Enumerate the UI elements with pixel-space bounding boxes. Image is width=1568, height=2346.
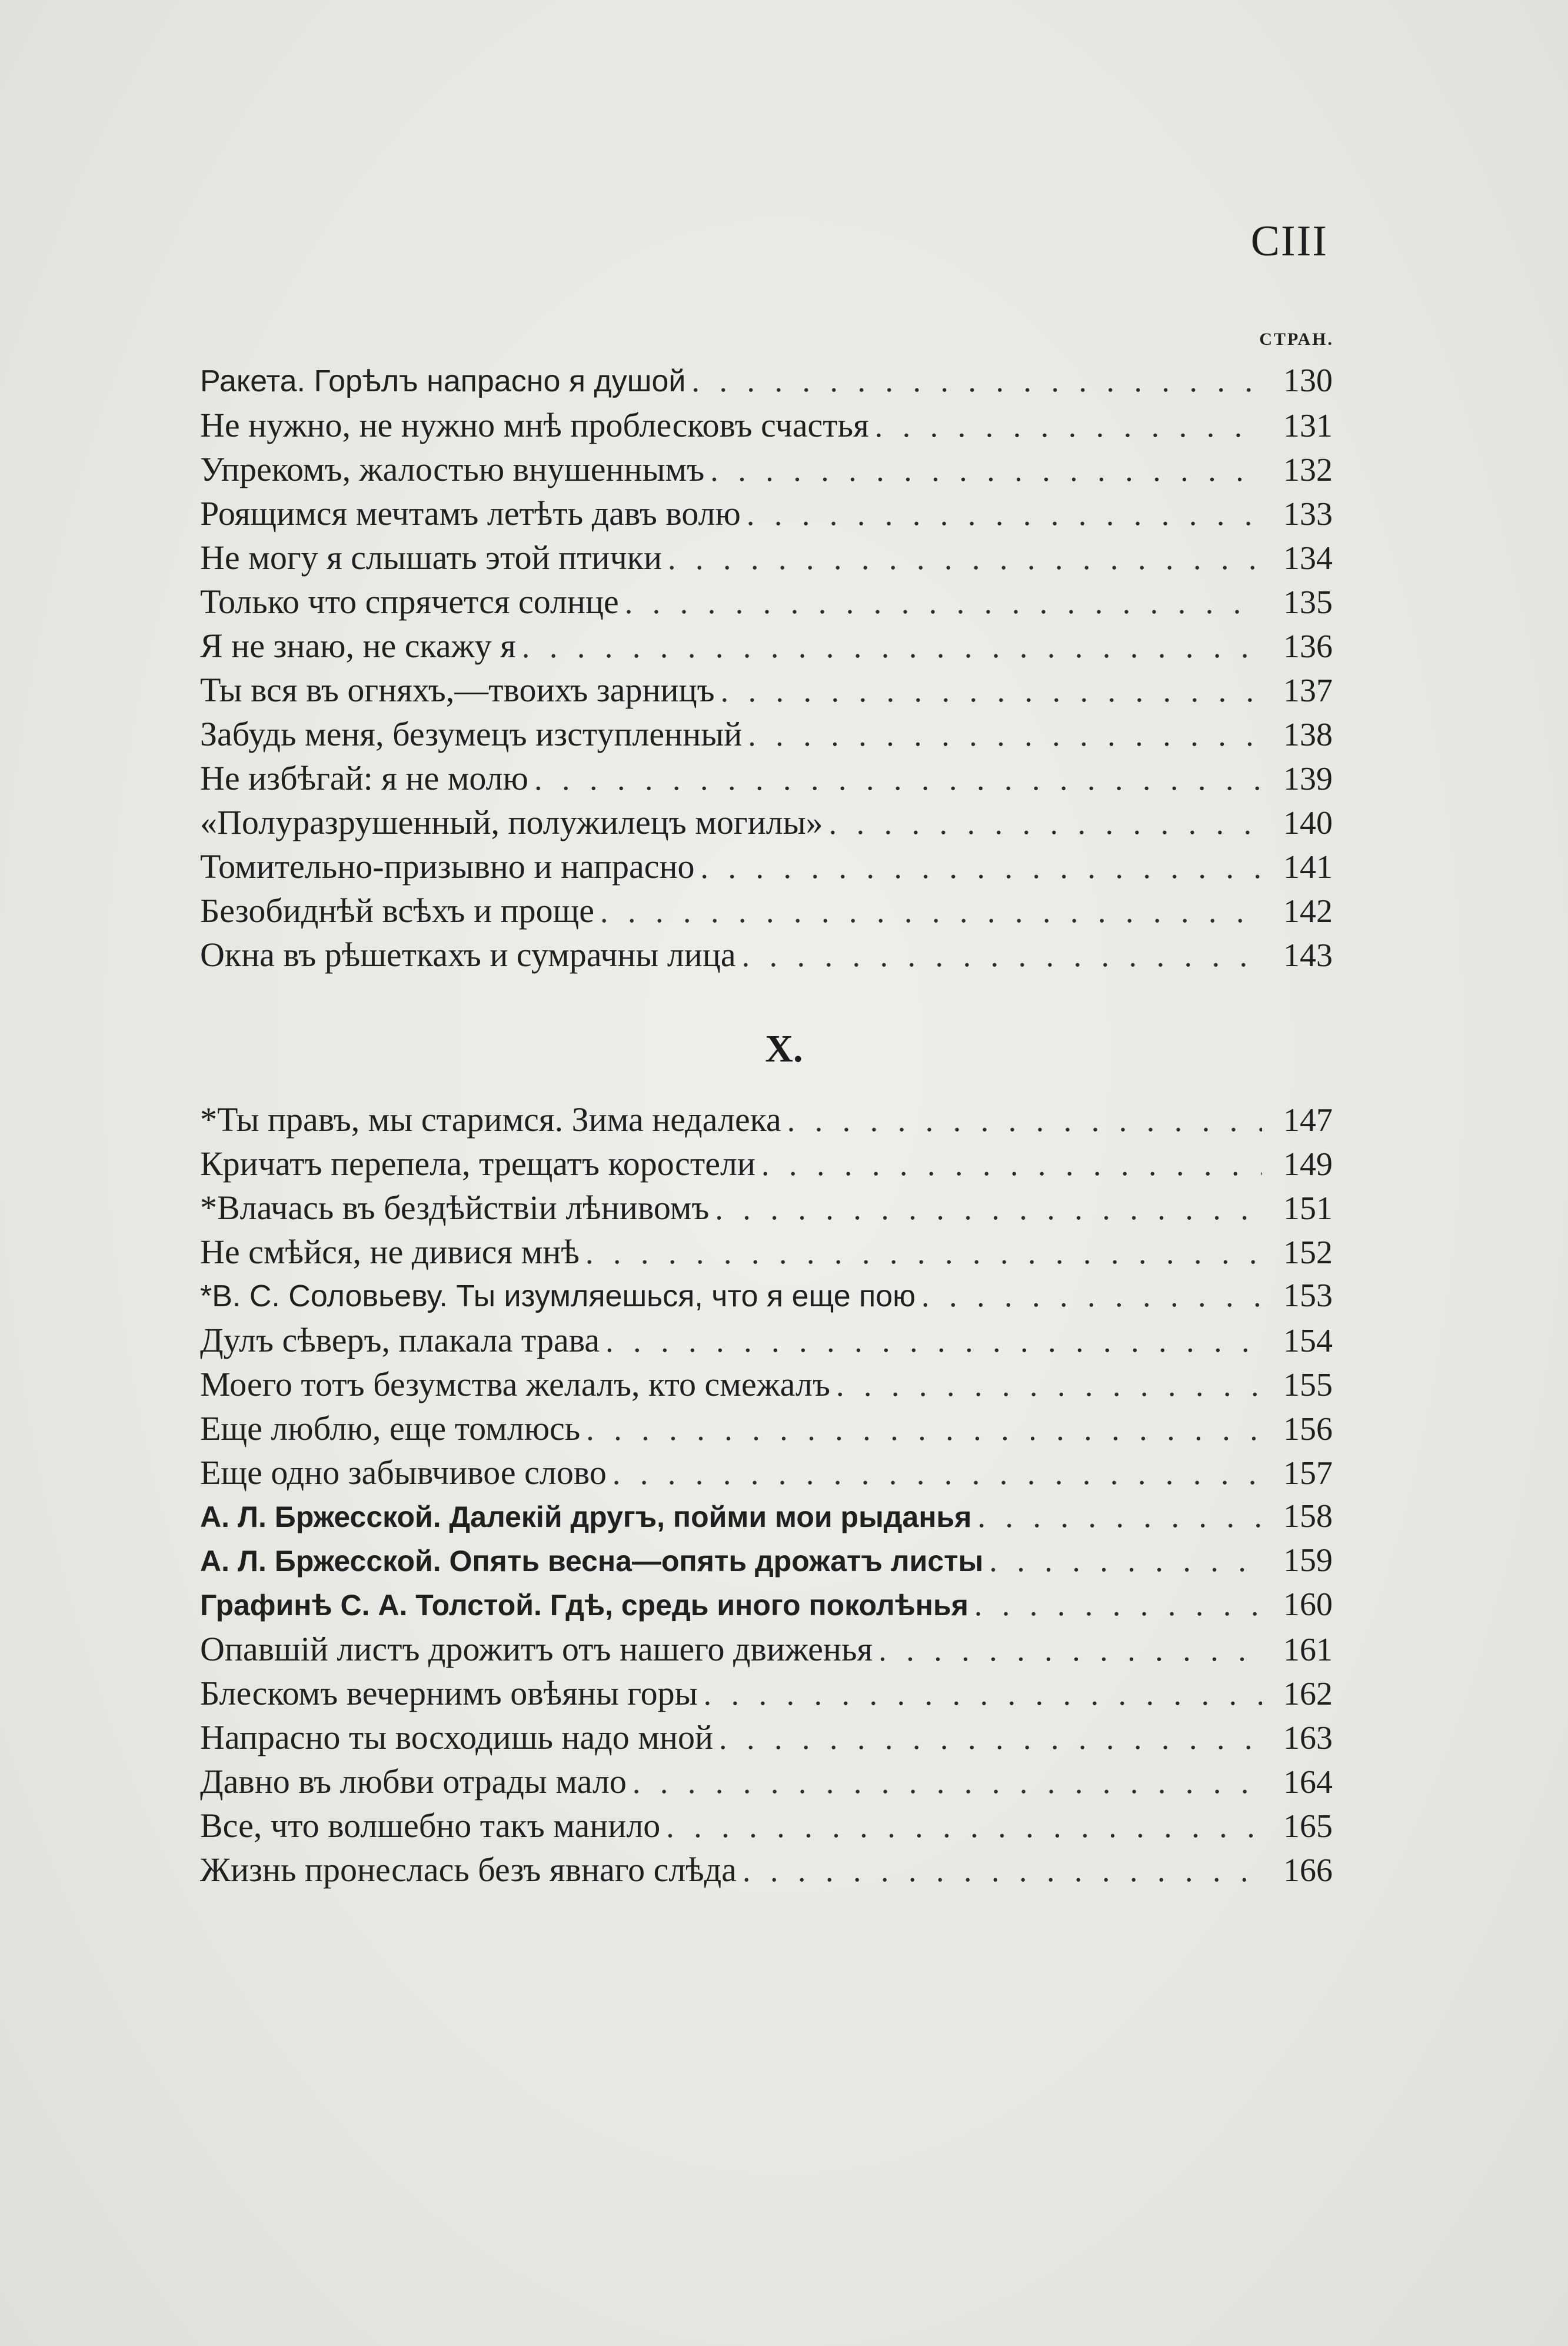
entry-title: Не избѣгай: я не молю (200, 759, 528, 797)
entry-page: 157 (1283, 1455, 1333, 1492)
toc-entry (200, 403, 1333, 447)
toc-entry (200, 1759, 1333, 1803)
dot-leader (522, 625, 1262, 668)
toc-entry (200, 1230, 1333, 1274)
dot-leader (989, 1539, 1262, 1583)
entry-page: 160 (1283, 1586, 1333, 1623)
toc-entry (200, 1671, 1333, 1715)
dot-leader (586, 1407, 1262, 1450)
dot-leader (710, 448, 1262, 491)
entry-title: Безобиднѣй всѣхъ и проще (200, 891, 595, 930)
entry-title: Только что спрячется солнце (200, 583, 619, 621)
toc-entry (200, 1627, 1333, 1671)
toc-entry (200, 1406, 1333, 1450)
toc-entry (200, 1715, 1333, 1759)
page-number: CIII (1250, 217, 1328, 265)
entry-page: 155 (1283, 1367, 1333, 1403)
entry-title: Окна въ рѣшеткахъ и сумрачны лица (200, 936, 736, 974)
dot-leader (787, 1099, 1262, 1142)
dot-leader (743, 1849, 1262, 1892)
entry-page: 164 (1283, 1764, 1333, 1801)
dot-leader (974, 1583, 1262, 1627)
dot-leader (585, 1231, 1262, 1274)
dot-leader (719, 1716, 1262, 1759)
entry-title: Все, что волшебно такъ манило (200, 1806, 661, 1845)
dot-leader (761, 1143, 1262, 1186)
dot-leader (977, 1495, 1262, 1539)
dot-leader (721, 669, 1262, 712)
toc-entry (200, 712, 1333, 756)
entry-title: Роящимся мечтамъ летѣть давъ волю (200, 494, 741, 533)
dot-leader (534, 757, 1262, 800)
entry-title: Ты вся въ огняхъ,—твоихъ зарницъ (200, 671, 715, 709)
entry-title: Кричатъ перепела, трещатъ коростели (200, 1144, 756, 1183)
entry-title: Не могу я слышать этой птички (200, 538, 662, 577)
toc-entry (200, 1848, 1333, 1892)
toc-section-x (200, 1097, 1333, 1892)
dot-leader (715, 1187, 1262, 1230)
entry-page: 138 (1283, 717, 1333, 753)
entry-title: Еще люблю, еще томлюсь (200, 1409, 581, 1447)
entry-page: 147 (1283, 1102, 1333, 1139)
dot-leader (875, 404, 1262, 447)
dot-leader (921, 1274, 1262, 1318)
dot-leader (701, 846, 1262, 889)
dot-leader (666, 1805, 1262, 1848)
toc-entry (200, 580, 1333, 624)
entry-page: 133 (1283, 496, 1333, 533)
entry-title: *В. С. Соловьеву. Ты изумляешься, что я еще пою (200, 1279, 916, 1313)
entry-page: 149 (1283, 1146, 1333, 1183)
dot-leader (691, 359, 1262, 403)
toc-entry (200, 1450, 1333, 1495)
entry-page: 130 (1283, 362, 1333, 399)
entry-title: Жизнь пронеслась безъ явнаго слѣда (200, 1851, 737, 1889)
entry-title: Опавшій листъ дрожитъ отъ нашего движенья (200, 1630, 873, 1668)
entry-title: *Ты правъ, мы старимся. Зима недалека (200, 1100, 781, 1139)
entry-page: 156 (1283, 1411, 1333, 1447)
entry-title: Еще одно забывчивое слово (200, 1453, 607, 1492)
entry-title: *Влачась въ бездѣйствіи лѣнивомъ (200, 1189, 710, 1227)
toc-entry (200, 844, 1333, 889)
toc-entry (200, 535, 1333, 580)
dot-leader (632, 1761, 1262, 1803)
entry-page: 153 (1283, 1277, 1333, 1314)
toc-entry (200, 1318, 1333, 1362)
toc-entry (200, 447, 1333, 491)
toc-entry (200, 933, 1333, 977)
entry-page: 142 (1283, 893, 1333, 930)
toc-entry (200, 1583, 1333, 1627)
entry-title: Томительно-призывно и напрасно (200, 847, 695, 886)
entry-title: Графинѣ С. А. Толстой. Гдѣ, средь иного поколѣнья (200, 1589, 968, 1622)
entry-title: А. Л. Бржесской. Далекій другъ, пойми мои рыданья (200, 1500, 972, 1533)
dot-leader (612, 1452, 1262, 1495)
dot-leader (829, 801, 1262, 844)
dot-leader (748, 713, 1262, 756)
page-column-label: СТРАН. (1259, 330, 1334, 349)
entry-page: 165 (1283, 1808, 1333, 1845)
entry-page: 163 (1283, 1720, 1333, 1756)
dot-leader (668, 537, 1262, 580)
toc-section-ix (200, 359, 1333, 977)
dot-leader (747, 493, 1262, 535)
entry-title: Не смѣйся, не дивися мнѣ (200, 1233, 580, 1271)
dot-leader (625, 581, 1262, 624)
entry-page: 162 (1283, 1676, 1333, 1712)
entry-page: 139 (1283, 761, 1333, 797)
toc-entry (200, 1803, 1333, 1848)
entry-title: «Полуразрушенный, полужилецъ могилы» (200, 803, 823, 841)
entry-title: Моего тотъ безумства желалъ, кто смежалъ (200, 1365, 830, 1403)
entry-title: Давно въ любви отрады мало (200, 1762, 627, 1801)
toc-entry (200, 1539, 1333, 1583)
toc-entry (200, 1362, 1333, 1406)
dot-leader (600, 890, 1262, 933)
toc-entry (200, 756, 1333, 800)
entry-page: 137 (1283, 673, 1333, 709)
entry-page: 141 (1283, 849, 1333, 886)
toc-entry (200, 359, 1333, 403)
entry-page: 166 (1283, 1852, 1333, 1889)
entry-title: Забудь меня, безумецъ изступленный (200, 715, 743, 753)
entry-title: Напрасно ты восходишь надо мной (200, 1718, 714, 1756)
entry-page: 161 (1283, 1632, 1333, 1668)
toc-entry (200, 1097, 1333, 1142)
entry-page: 158 (1283, 1498, 1333, 1535)
toc-entry (200, 491, 1333, 535)
entry-page: 152 (1283, 1234, 1333, 1271)
entry-page: 132 (1283, 452, 1333, 488)
toc-entry (200, 1142, 1333, 1186)
dot-leader (704, 1672, 1262, 1715)
entry-page: 140 (1283, 805, 1333, 841)
dot-leader (605, 1319, 1262, 1362)
entry-page: 134 (1283, 540, 1333, 577)
entry-page: 135 (1283, 584, 1333, 621)
entry-page: 159 (1283, 1542, 1333, 1579)
entry-page: 136 (1283, 628, 1333, 665)
toc-entry (200, 1274, 1333, 1318)
entry-title: Я не знаю, не скажу я (200, 627, 516, 665)
entry-page: 143 (1283, 937, 1333, 974)
entry-title: Ракета. Горѣлъ напрасно я душой (200, 364, 686, 398)
entry-page: 151 (1283, 1190, 1333, 1227)
toc-entry (200, 668, 1333, 712)
entry-page: 131 (1283, 408, 1333, 444)
dot-leader (742, 934, 1262, 977)
dot-leader (836, 1363, 1262, 1406)
entry-page: 154 (1283, 1323, 1333, 1359)
toc-entry (200, 889, 1333, 933)
entry-title: Не нужно, не нужно мнѣ проблесковъ счастья (200, 406, 869, 444)
entry-title: Дулъ сѣверъ, плакала трава (200, 1321, 600, 1359)
toc-entry (200, 624, 1333, 668)
dot-leader (878, 1628, 1262, 1671)
toc-entry (200, 1495, 1333, 1539)
toc-entry (200, 1186, 1333, 1230)
entry-title: А. Л. Бржесской. Опять весна—опять дрожатъ листы (200, 1545, 984, 1578)
section-heading: X. (765, 1027, 803, 1070)
entry-title: Блескомъ вечернимъ овѣяны горы (200, 1674, 698, 1712)
toc-entry (200, 800, 1333, 844)
entry-title: Упрекомъ, жалостью внушеннымъ (200, 450, 705, 488)
